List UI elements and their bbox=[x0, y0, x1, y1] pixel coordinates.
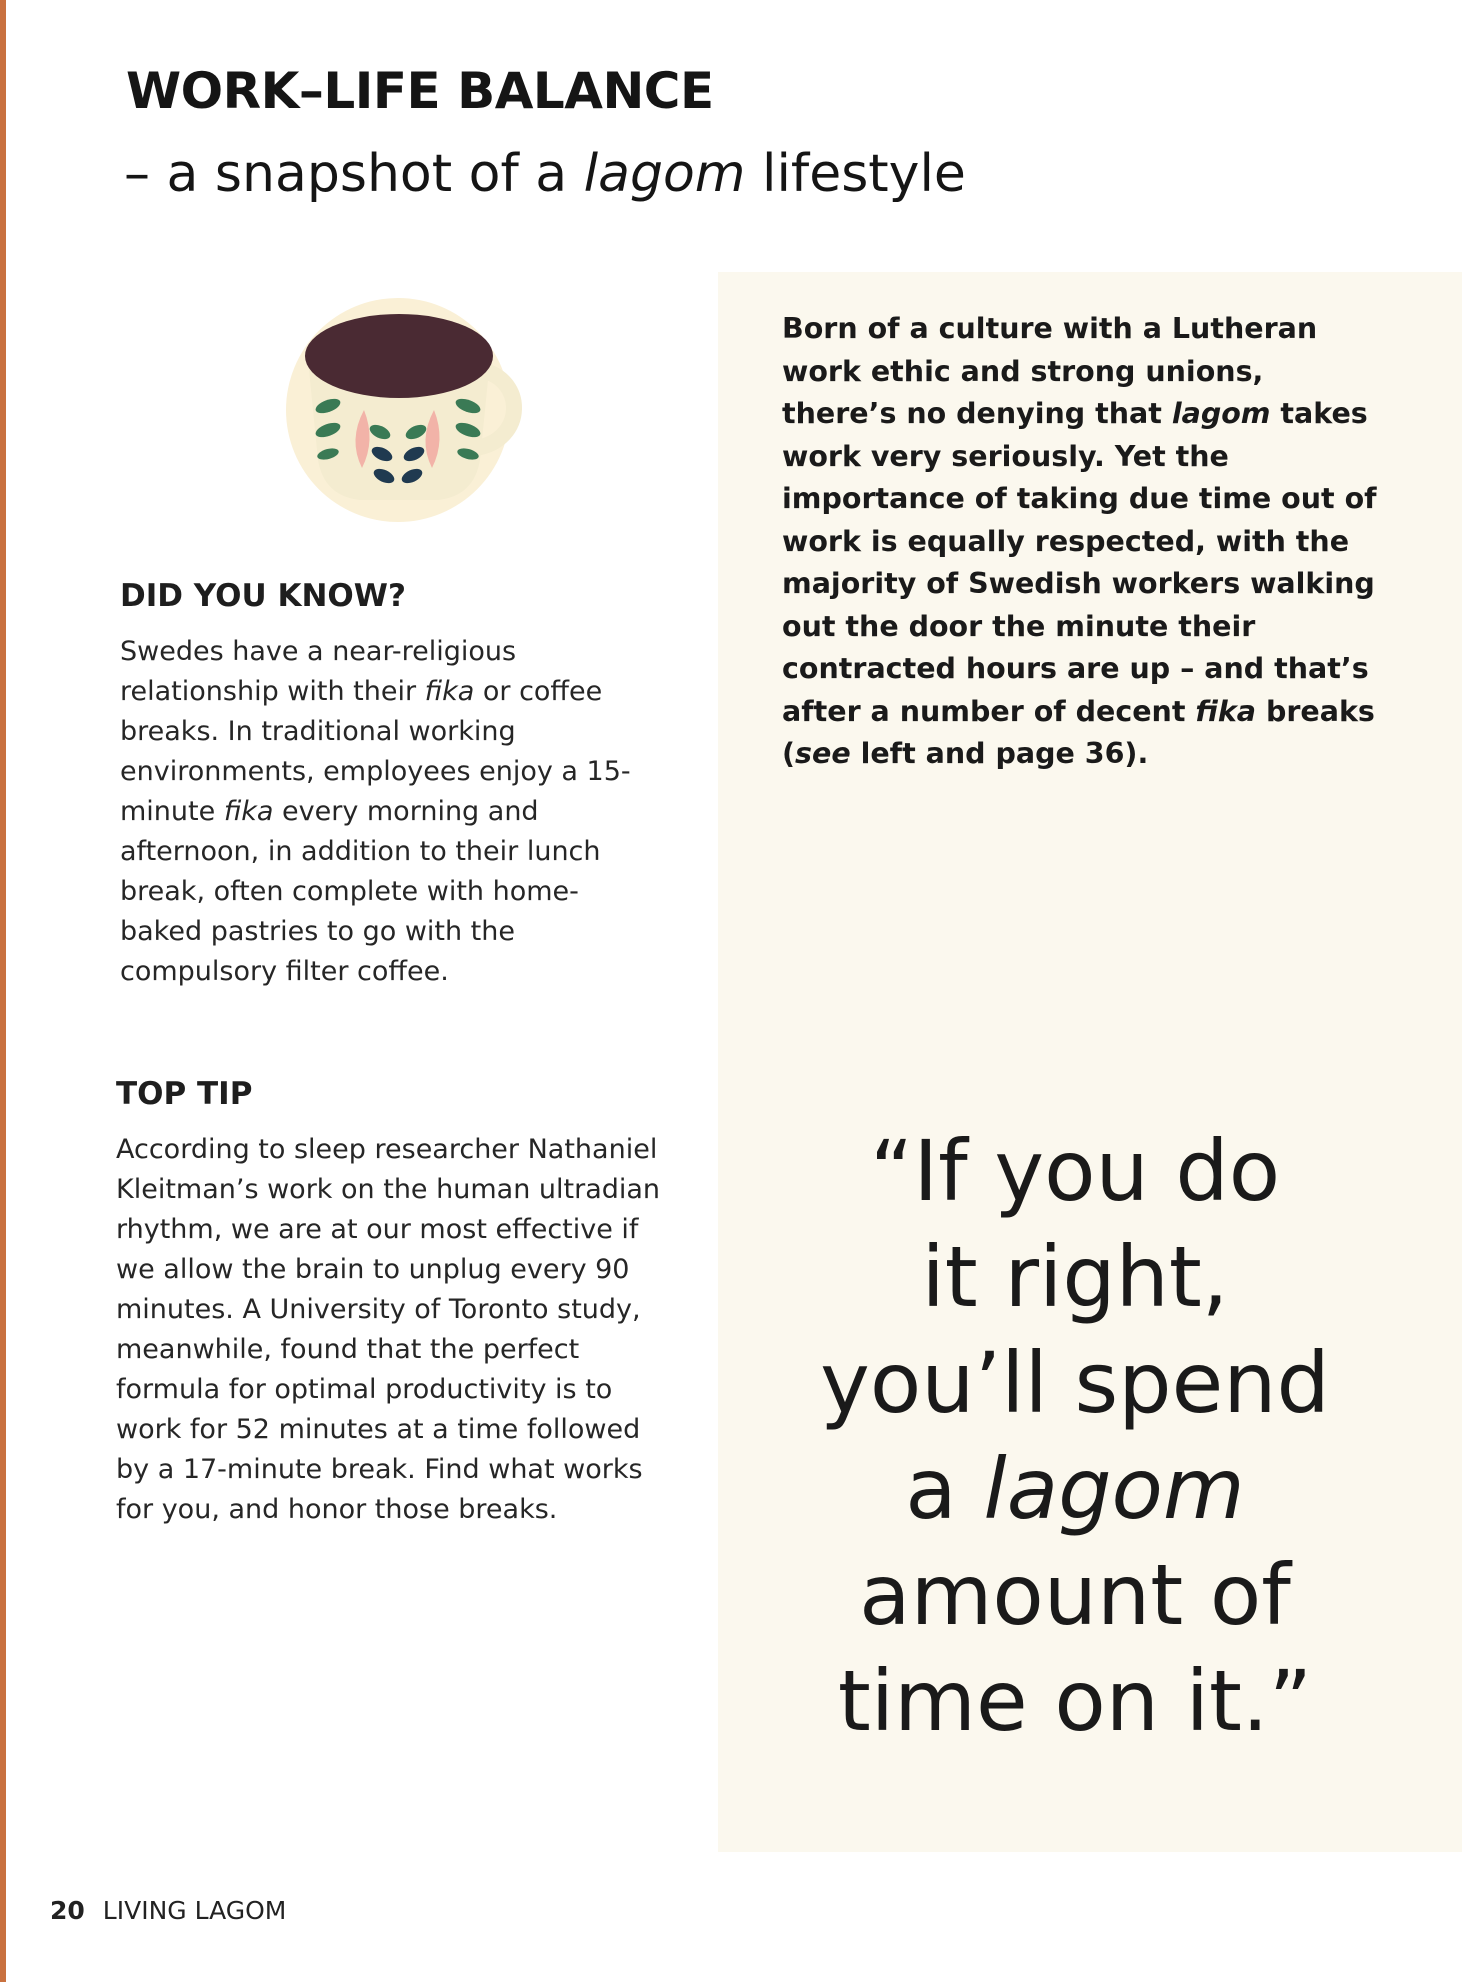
page-edge-strip bbox=[0, 0, 6, 1982]
pull-quote bbox=[760, 1118, 1390, 1754]
page-title: WORK–LIFE BALANCE bbox=[126, 62, 714, 120]
italic-term: fika bbox=[424, 676, 475, 707]
subtitle-text-italic: lagom bbox=[583, 144, 746, 204]
subtitle-text-pre: – a snapshot of a bbox=[124, 144, 584, 204]
running-title: LIVING LAGOM bbox=[102, 1896, 287, 1925]
text-run: Born of a culture with a Lutheran work ethic and strong unions, there’s no denying that bbox=[782, 312, 1318, 430]
text-run: or coffee breaks. In traditional working environments, employees enjoy a 15-minute bbox=[120, 676, 631, 827]
page-subtitle bbox=[124, 144, 966, 204]
quote-line: “If you do bbox=[869, 1122, 1281, 1220]
top-tip-body: According to sleep researcher Nathaniel Kleitman’s work on the human ultradian rhythm, we are at our most effective if we allow the brain to unplug every 90 minutes. A University of Toronto study, meanwhile, found that the perfect formula for optimal productivity is to work for 52 minutes at a time followed by a 17-minute break. Find what works for you, and honor those breaks. bbox=[116, 1134, 661, 1525]
quote-line: it right, bbox=[921, 1228, 1229, 1326]
did-you-know-heading: DID YOU KNOW? bbox=[120, 578, 406, 614]
text-run: Swedes have a near-religious relationship with their bbox=[120, 636, 517, 707]
text-run: every morning and afternoon, in addition to their lunch break, often complete with home-baked pastries to go with the compulsory filter coffee. bbox=[120, 796, 601, 987]
quote-line: you’ll spend bbox=[820, 1334, 1330, 1432]
did-you-know-body bbox=[120, 632, 660, 992]
text-run: takes work very seriously. Yet the importance of taking due time out of work is equally respected, with the majority of Swedish workers walking out the door the minute their contracted hours are up – and that’s after a number of decent bbox=[782, 397, 1377, 728]
quote-line bbox=[760, 1436, 1390, 1542]
italic-term: fika bbox=[1195, 694, 1257, 728]
quote-line-italic: lagom bbox=[983, 1440, 1245, 1538]
quote-line-pre: a bbox=[905, 1440, 984, 1538]
italic-term: see bbox=[795, 737, 851, 770]
top-tip-heading: TOP TIP bbox=[116, 1076, 253, 1112]
coffee-mug-icon bbox=[268, 290, 528, 530]
subtitle-text-post: lifestyle bbox=[745, 144, 966, 204]
italic-term: fika bbox=[223, 796, 274, 827]
italic-term: lagom bbox=[1171, 397, 1271, 430]
quote-line: amount of bbox=[859, 1546, 1291, 1644]
quote-line: time on it.” bbox=[837, 1652, 1313, 1750]
page-number: 20 bbox=[50, 1896, 85, 1925]
coffee-surface bbox=[305, 314, 493, 398]
work-ethic-paragraph bbox=[782, 308, 1382, 776]
text-run: left and page 36). bbox=[850, 737, 1149, 770]
page-footer bbox=[50, 1896, 286, 1925]
text-run: breaks ( bbox=[782, 694, 1375, 770]
